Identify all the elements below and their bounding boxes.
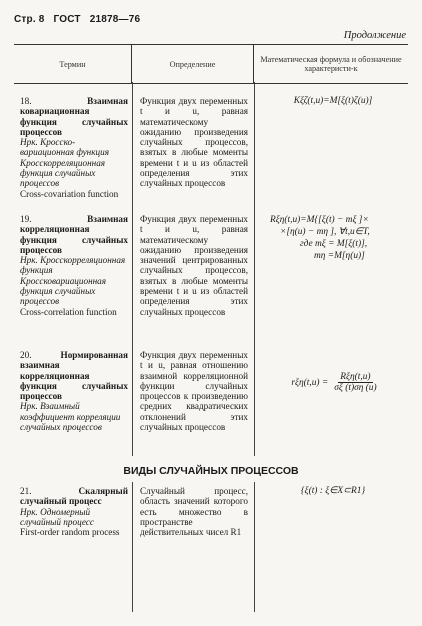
term-title: 21. Скалярный случайный процесс [20,486,128,507]
definition-text: Функция двух переменных t и u, равная отношению взаимной корреляционной функции случайных процессов к произведению средних квадратических отклонений этих случайных процессов [140,350,248,433]
formula-numerator: Rξη(t,u) [340,372,371,382]
table-header [14,44,408,84]
column-divider [254,82,255,456]
column-divider [132,482,133,612]
table-row [20,350,128,432]
term-note: Нрк. Кросско-вариационная функция Кросскорреляционная функция случайных процессов [20,137,109,189]
formula-lhs: rξη(t,u) = [291,377,329,388]
formula-line: mη =M[η(u)] [314,251,365,261]
column-divider [254,482,255,612]
term-english: Cross-covariation function [20,188,119,199]
term-note: Нрк. Одномерный случайный процесс [20,506,94,527]
formula-block [262,372,408,394]
term-note: Нрк. Кросскорреляционная функция Кроссковариационная функция случайных процессов [20,255,126,307]
term-english: First-order random process [20,527,120,538]
term-title: 20. Нормированная взаимная корреляционная функция случайных процессов [20,350,128,402]
column-header-definition: Определение [132,45,254,83]
column-header-formula: Математическая формула и обозначение характеристи-к [260,55,402,73]
definition-text: Функция двух переменных t и u, равная математическому ожиданию произведения значений центрированных случайных процессов, взятых в любые моменты времени t и u из областей определения этих случайных процессов [140,214,248,317]
table-row [20,96,128,199]
formula-line: ×[η(u) − mη ], ∀t,u∈T, [280,227,370,237]
term-english: Cross-correlation function [20,306,117,317]
formula-line: Rξη(t,u)=M{[ξ(t) − mξ ]× [270,215,369,225]
continuation-label: Продолжение [343,30,406,41]
definition-text: Функция двух переменных t и u, равная математическому ожиданию произведения случайных процессов, взятых в любые моменты времени t и u из областей определения этих случайных процессов [140,96,248,189]
table-row [20,214,128,317]
formula-line: где mξ = M[ξ(t)], [300,239,368,249]
formula-block [258,214,420,262]
formula-text: Kξζ(t,u)=M[ξ(t)ζ(u)] [293,96,373,106]
formula-denominator: σξ (t)ση (u) [334,383,377,394]
table-row [20,486,128,537]
definition-text: Случайный процесс, область значений которого есть множество в пространстве действительных чисел R1 [140,486,248,538]
formula-text: {ξ(t) : ξ∈X⊂R1} [300,486,366,496]
standard-number: 21878—76 [89,14,141,25]
formula-fraction [332,372,378,394]
column-header-term: Термин [14,45,132,83]
page-number: Стр. 8 [14,14,45,25]
term-title: 18. Взаимная ковариационная функция случайных процессов [20,96,128,137]
column-divider [132,82,133,456]
section-title: ВИДЫ СЛУЧАЙНЫХ ПРОЦЕССОВ [123,465,299,477]
standard-label: ГОСТ [53,14,81,25]
page-header [14,14,146,25]
term-note: Нрк. Взаимный коэффициент корреляции случайных процессов [20,401,121,433]
term-title: 19. Взаимная корреляционная функция случайных процессов [20,214,128,255]
